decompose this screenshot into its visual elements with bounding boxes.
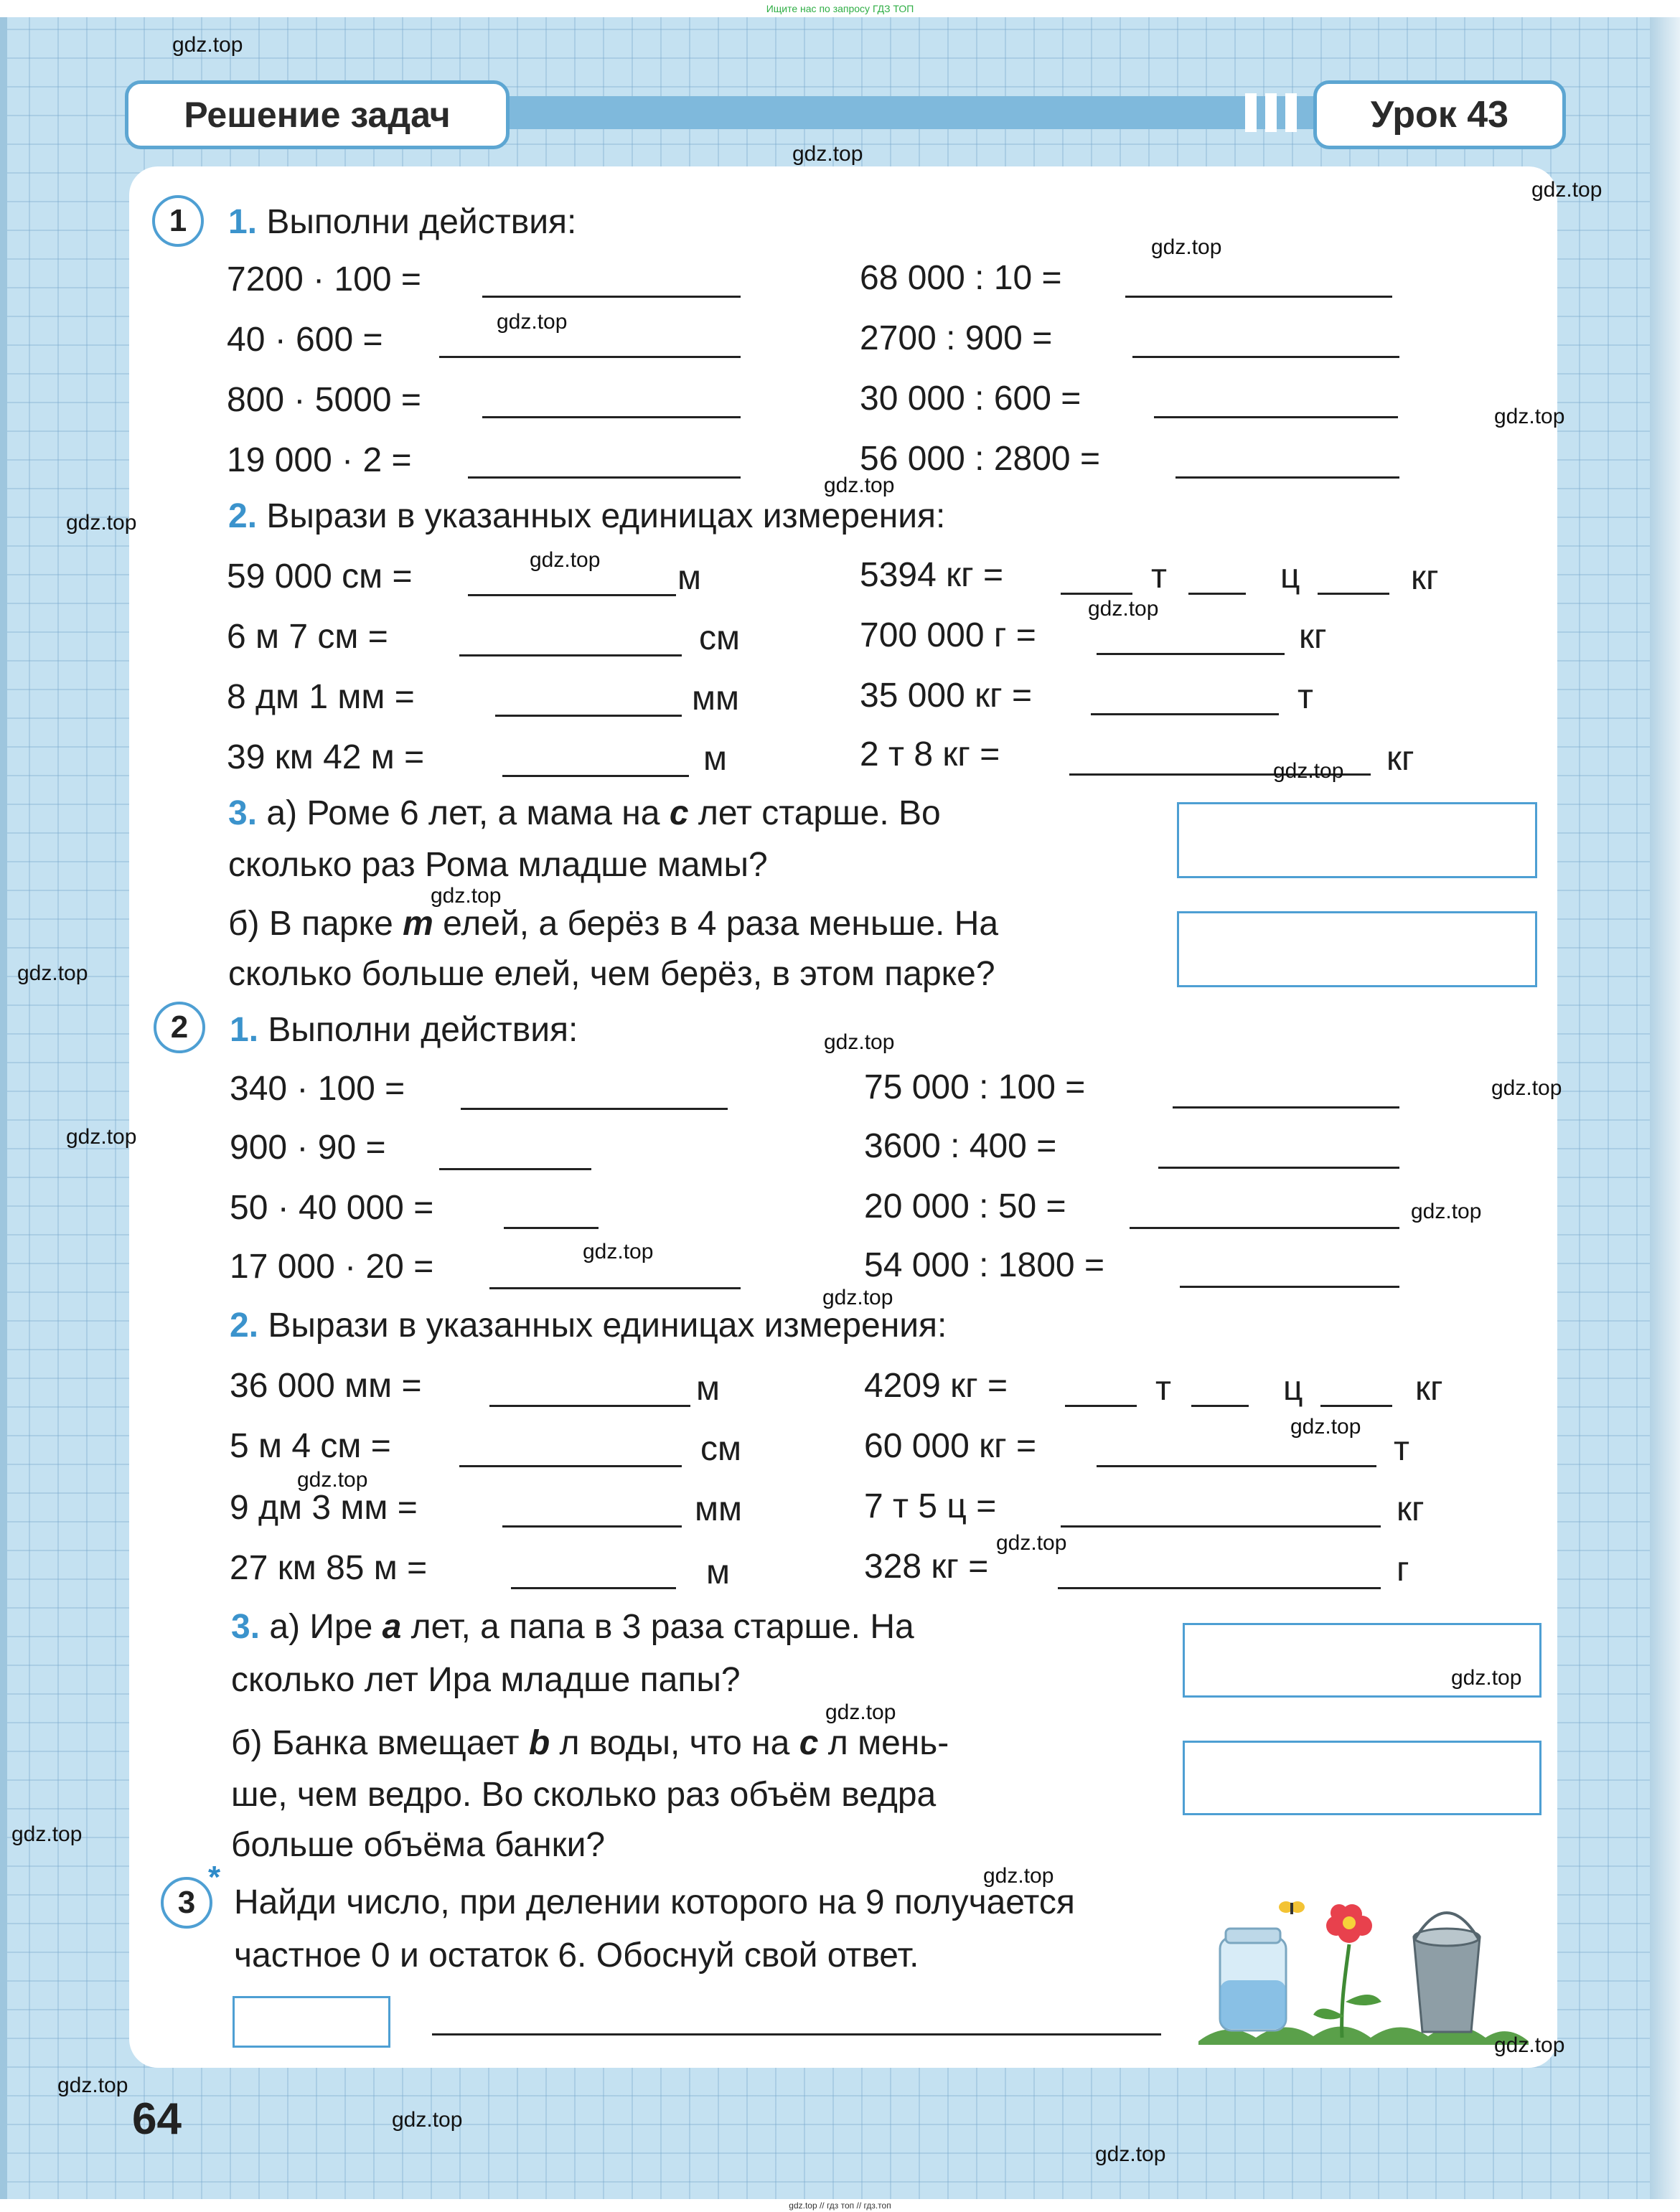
answer-line[interactable] [1188, 593, 1246, 595]
answer-line[interactable] [489, 1405, 690, 1407]
v1-t1-expr-4: 19 000 · 2 = [227, 441, 412, 479]
page-fold [1650, 17, 1680, 2199]
watermark: gdz.top [66, 1125, 137, 1149]
watermark: gdz.top [996, 1531, 1067, 1555]
v1-task3-b-line2: сколько больше елей, чем берёз, в этом парке? [228, 955, 995, 993]
watermark: gdz.top [1290, 1415, 1361, 1439]
v2-task3-a: 3. а) Ире a лет, а папа в 3 раза старше. На [231, 1608, 914, 1646]
answer-line[interactable] [511, 1587, 676, 1589]
answer-line[interactable] [502, 775, 689, 777]
watermark: gdz.top [825, 1700, 896, 1724]
v1-t2-expr-8: 2 т 8 кг = [860, 735, 1000, 773]
unit-label: см [699, 619, 740, 657]
answer-line[interactable] [1191, 1405, 1249, 1407]
answer-line[interactable] [1180, 1286, 1399, 1288]
v1-task3-a-line2: сколько раз Рома младше мамы? [228, 846, 768, 884]
unit-label: м [696, 1370, 720, 1408]
v2-t1-expr-8: 54 000 : 1800 = [864, 1246, 1104, 1284]
unit-label: мм [692, 679, 739, 717]
v2-t2-expr-1: 36 000 мм = [230, 1367, 422, 1405]
unit-label: м [703, 740, 727, 778]
answer-line[interactable] [1320, 1405, 1392, 1407]
task3-line2: частное 0 и остаток 6. Обоснуй свой ответ. [234, 1936, 919, 1975]
v1-t1-expr-6: 2700 : 900 = [860, 319, 1053, 357]
watermark: gdz.top [1151, 235, 1222, 259]
unit-label: кг [1386, 740, 1414, 778]
answer-line[interactable] [504, 1227, 599, 1229]
answer-line[interactable] [1097, 653, 1285, 655]
watermark: gdz.top [17, 961, 88, 985]
v1-task3-a: 3. а) Роме 6 лет, а мама на c лет старше. Во [228, 794, 941, 832]
watermark: gdz.top [530, 548, 601, 572]
butterfly-icon [1279, 1901, 1305, 1914]
watermark: gdz.top [497, 310, 568, 334]
watermark: gdz.top [57, 2074, 128, 2097]
v1-t1-expr-1: 7200 · 100 = [227, 260, 421, 298]
bottom-note: gdz.top // гдз топ // гдз.топ [789, 2201, 891, 2211]
v2-t1-expr-6: 3600 : 400 = [864, 1127, 1057, 1165]
answer-line[interactable] [502, 1525, 682, 1528]
v1-t2-expr-4: 39 км 42 м = [227, 738, 425, 776]
unit-label: кг [1397, 1490, 1425, 1528]
answer-line[interactable] [482, 416, 741, 418]
v1-t1-expr-7: 30 000 : 600 = [860, 380, 1081, 418]
v2-t1-expr-4: 17 000 · 20 = [230, 1248, 434, 1286]
v2-t2-expr-8: 328 кг = [864, 1548, 989, 1586]
v1-t2-expr-5: 5394 кг = [860, 556, 1003, 594]
answer-box[interactable] [1177, 911, 1537, 987]
header-stripe [1245, 93, 1257, 132]
watermark: gdz.top [1451, 1666, 1522, 1690]
answer-box[interactable] [1183, 1741, 1541, 1815]
answer-line[interactable] [495, 715, 682, 717]
watermark: gdz.top [297, 1468, 368, 1492]
unit-label: ц [1280, 557, 1300, 596]
answer-line[interactable] [1318, 593, 1389, 595]
answer-line[interactable] [432, 2033, 1161, 2035]
answer-box[interactable] [1177, 802, 1537, 878]
v1-t1-expr-8: 56 000 : 2800 = [860, 440, 1100, 478]
answer-line[interactable] [459, 1465, 682, 1467]
v2-t2-expr-5: 4209 кг = [864, 1367, 1008, 1405]
watermark: gdz.top [1494, 2033, 1565, 2057]
v2-t2-expr-2: 5 м 4 см = [230, 1427, 391, 1465]
v1-t1-expr-5: 68 000 : 10 = [860, 259, 1062, 297]
unit-label: кг [1415, 1370, 1443, 1408]
unit-label: м [706, 1553, 730, 1591]
v2-t2-expr-6: 60 000 кг = [864, 1427, 1037, 1465]
answer-line[interactable] [459, 654, 682, 656]
watermark: gdz.top [792, 142, 863, 166]
unit-label: мм [695, 1490, 742, 1528]
unit-label: м [677, 559, 701, 597]
header-stripe [1285, 93, 1297, 132]
variant-1-badge: 1 [152, 195, 204, 247]
answer-line[interactable] [1065, 1405, 1137, 1407]
answer-line[interactable] [1158, 1167, 1399, 1169]
unit-label: см [700, 1430, 741, 1468]
answer-line[interactable] [1097, 1465, 1376, 1467]
answer-line[interactable] [1061, 593, 1132, 595]
v1-task2-heading: 2. Вырази в указанных единицах измерения: [228, 497, 946, 535]
watermark: gdz.top [172, 33, 243, 57]
v2-task3-b-line3: больше объёма банки? [231, 1826, 606, 1864]
v2-task3-b-line2: ше, чем ведро. Во сколько раз объём ведра [231, 1776, 937, 1814]
header-stripe [1265, 93, 1277, 132]
v2-t1-expr-3: 50 · 40 000 = [230, 1189, 434, 1227]
v1-t2-expr-6: 700 000 г = [860, 616, 1036, 654]
watermark: gdz.top [983, 1864, 1054, 1888]
watermark: gdz.top [392, 2108, 463, 2132]
watermark: gdz.top [66, 511, 137, 535]
top-note: Ищите нас по запросу ГДЗ ТОП [766, 3, 914, 14]
task3-line1: Найди число, при делении которого на 9 получается [234, 1883, 1075, 1921]
v1-t1-expr-3: 800 · 5000 = [227, 381, 421, 419]
unit-label: т [1394, 1430, 1409, 1468]
watermark: gdz.top [824, 474, 895, 497]
v2-t1-expr-7: 20 000 : 50 = [864, 1187, 1066, 1225]
v2-t1-expr-2: 900 · 90 = [230, 1129, 386, 1167]
watermark: gdz.top [1095, 2142, 1166, 2166]
lesson-label: Урок 43 [1313, 80, 1566, 149]
unit-label: кг [1411, 559, 1439, 597]
answer-line[interactable] [1091, 713, 1279, 715]
variant-2-badge: 2 [154, 1002, 205, 1053]
asterisk-icon: * [208, 1860, 221, 1895]
unit-label: т [1155, 1370, 1171, 1408]
answer-line[interactable] [1132, 356, 1399, 358]
v1-task1-heading: 1. Выполни действия: [228, 203, 577, 241]
section-title: Решение задач [125, 80, 510, 149]
answer-line[interactable] [1058, 1587, 1381, 1589]
left-edge [0, 17, 7, 2199]
jar-flowers-bucket-illustration [1198, 1894, 1529, 2045]
unit-label: г [1397, 1550, 1409, 1589]
watermark: gdz.top [1273, 759, 1344, 783]
watermark: gdz.top [583, 1240, 654, 1263]
watermark: gdz.top [824, 1030, 895, 1054]
watermark: gdz.top [1494, 405, 1565, 428]
v2-t2-expr-7: 7 т 5 ц = [864, 1487, 997, 1525]
answer-line[interactable] [1061, 1525, 1381, 1528]
jar-icon [1220, 1929, 1286, 2030]
bucket-icon [1414, 1913, 1480, 2032]
answer-line[interactable] [1130, 1227, 1399, 1229]
v2-task2-heading: 2. Вырази в указанных единицах измерения: [230, 1307, 947, 1345]
watermark: gdz.top [1531, 178, 1602, 202]
v1-task3-b: б) В парке m елей, а берёз в 4 раза меньше. На [228, 905, 999, 943]
answer-line[interactable] [461, 1108, 728, 1110]
unit-label: т [1297, 678, 1313, 716]
v2-t2-expr-4: 27 км 85 м = [230, 1549, 428, 1587]
answer-line[interactable] [468, 476, 741, 479]
watermark: gdz.top [1491, 1076, 1562, 1100]
v2-t1-expr-1: 340 · 100 = [230, 1070, 405, 1108]
answer-line[interactable] [439, 1168, 591, 1170]
unit-label: кг [1299, 618, 1327, 656]
v2-task3-a-line2: сколько лет Ира младше папы? [231, 1661, 741, 1699]
v1-t2-expr-2: 6 м 7 см = [227, 618, 388, 656]
answer-line[interactable] [1125, 296, 1392, 298]
unit-label: т [1151, 557, 1167, 596]
answer-box[interactable] [233, 1996, 390, 2048]
answer-line[interactable] [1175, 476, 1399, 479]
v2-t1-expr-5: 75 000 : 100 = [864, 1068, 1086, 1106]
v1-t2-expr-3: 8 дм 1 мм = [227, 678, 415, 716]
watermark: gdz.top [822, 1286, 893, 1309]
watermark: gdz.top [1411, 1200, 1482, 1223]
answer-line[interactable] [482, 296, 741, 298]
v1-t1-expr-2: 40 · 600 = [227, 321, 383, 359]
answer-line[interactable] [1173, 1106, 1399, 1109]
v1-t2-expr-1: 59 000 см = [227, 557, 413, 596]
watermark: gdz.top [431, 884, 502, 908]
page-number: 64 [132, 2094, 182, 2144]
v2-task3-b: б) Банка вмещает b л воды, что на c л мень- [231, 1724, 949, 1762]
watermark: gdz.top [11, 1822, 83, 1846]
v2-task1-heading: 1. Выполни действия: [230, 1011, 578, 1049]
task-3-badge: 3 [161, 1877, 212, 1929]
answer-line[interactable] [489, 1287, 741, 1289]
watermark: gdz.top [1088, 597, 1159, 621]
answer-line[interactable] [468, 594, 676, 596]
answer-line[interactable] [439, 356, 741, 358]
flower-icon [1313, 1904, 1381, 2038]
unit-label: ц [1283, 1370, 1303, 1408]
v1-t2-expr-7: 35 000 кг = [860, 677, 1033, 715]
v2-t2-expr-3: 9 дм 3 мм = [230, 1489, 418, 1527]
answer-line[interactable] [1154, 416, 1398, 418]
